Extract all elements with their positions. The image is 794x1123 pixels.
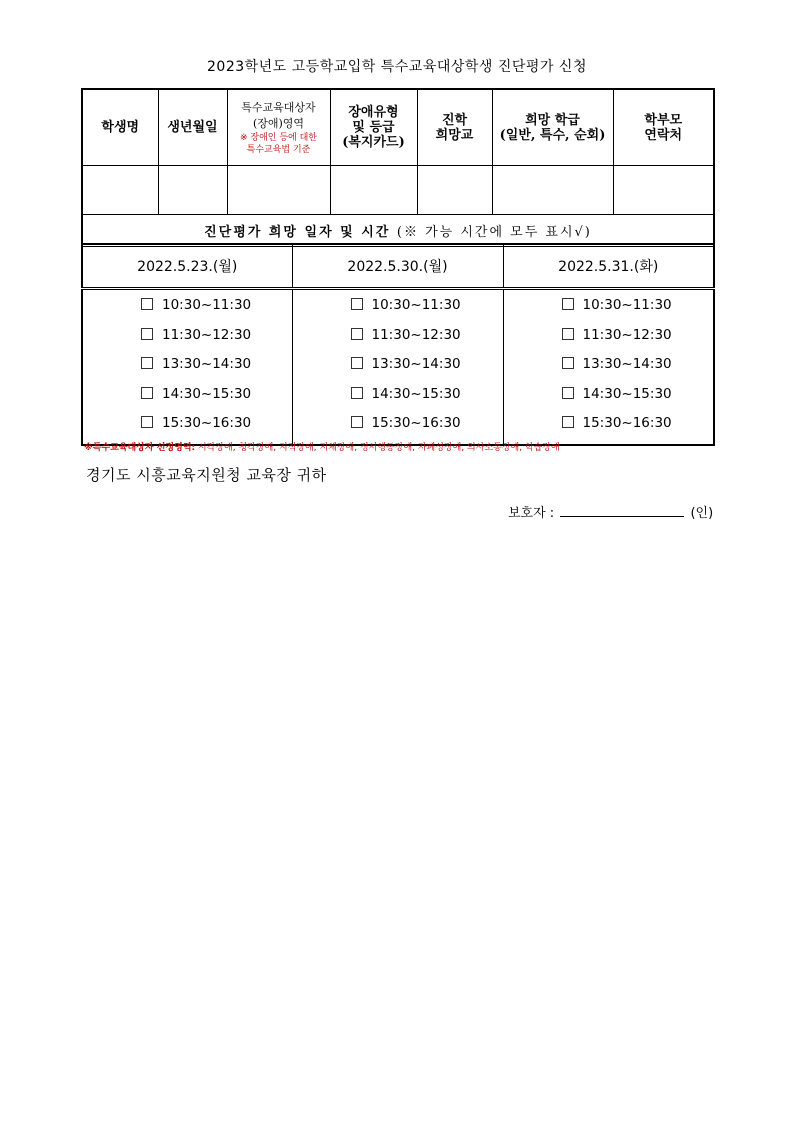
header-school-line1: 진학 <box>441 112 468 128</box>
time-slot[interactable]: 14:30~15:30 <box>83 385 292 415</box>
checkbox-icon[interactable] <box>141 328 153 340</box>
guardian-name-field[interactable] <box>560 504 684 517</box>
header-desired-school <box>417 89 492 166</box>
addressee: 경기도 시흥교육지원청 교육장 귀하 <box>86 466 327 484</box>
date-row <box>82 244 714 289</box>
checkbox-icon[interactable] <box>562 387 574 399</box>
header-student-name: 학생명 <box>82 89 158 166</box>
time-slot[interactable]: 13:30~14:30 <box>293 355 503 385</box>
time-slot[interactable]: 14:30~15:30 <box>293 385 503 415</box>
header-disability-line3: (복지카드) <box>342 135 405 150</box>
birthdate-field[interactable] <box>158 166 227 215</box>
header-parent-contact <box>613 89 714 166</box>
header-disability-line1: 장애유형 <box>348 105 399 120</box>
entry-row <box>82 166 714 215</box>
header-birthdate: 생년월일 <box>158 89 227 166</box>
checkbox-icon[interactable] <box>351 387 363 399</box>
header-disability-type <box>330 89 417 166</box>
slots-row <box>82 289 714 446</box>
disability-type-field[interactable] <box>330 166 417 215</box>
header-contact-line2: 연락처 <box>644 127 683 143</box>
checkbox-icon[interactable] <box>351 328 363 340</box>
application-table <box>81 88 715 247</box>
checkbox-icon[interactable] <box>351 357 363 369</box>
header-area-line1: 특수교육대상자 <box>241 100 316 114</box>
checkbox-icon[interactable] <box>141 298 153 310</box>
checkbox-icon[interactable] <box>141 416 153 428</box>
wish-row <box>82 215 714 247</box>
time-slot[interactable]: 13:30~14:30 <box>504 355 714 385</box>
date-1: 2022.5.23.(월) <box>82 244 292 289</box>
seal-mark: (인) <box>690 506 714 521</box>
guardian-signature <box>508 502 713 521</box>
desired-school-field[interactable] <box>417 166 492 215</box>
time-slot[interactable]: 10:30~11:30 <box>504 296 714 326</box>
wish-header <box>82 215 714 247</box>
checkbox-icon[interactable] <box>351 416 363 428</box>
guardian-label: 보호자 : <box>508 506 555 521</box>
slots-date-2 <box>292 289 503 446</box>
header-school-line2: 희망교 <box>435 127 474 143</box>
date-2: 2022.5.30.(월) <box>292 244 503 289</box>
footnote-text: 시각장애, 청각장애, 지적장애, 지체장애, 정서행동장애, 자폐성장애, 의사소통장애, 학습장애 <box>195 443 560 453</box>
slots-date-3 <box>503 289 714 446</box>
time-slot[interactable]: 10:30~11:30 <box>293 296 503 326</box>
wish-note: (※ 가능 시간에 모두 표시√) <box>396 225 592 240</box>
header-row <box>82 89 714 166</box>
footnote-label: ※특수교육대상자 선정영역: <box>84 443 196 453</box>
schedule-table <box>81 243 715 446</box>
header-area-note2: 특수교육법 기준 <box>246 144 311 155</box>
footnote <box>84 440 560 453</box>
header-contact-line1: 학부모 <box>644 112 683 128</box>
header-area-note1: ※ 장애인 등에 대한 <box>240 132 317 143</box>
time-slot[interactable]: 11:30~12:30 <box>504 326 714 356</box>
header-disability-line2: 및 등급 <box>352 120 395 135</box>
time-slot[interactable]: 11:30~12:30 <box>83 326 292 356</box>
checkbox-icon[interactable] <box>562 416 574 428</box>
date-3: 2022.5.31.(화) <box>503 244 714 289</box>
time-slot[interactable]: 10:30~11:30 <box>83 296 292 326</box>
parent-contact-field[interactable] <box>613 166 714 215</box>
page-title: 2023학년도 고등학교입학 특수교육대상학생 진단평가 신청 <box>207 59 587 75</box>
checkbox-icon[interactable] <box>141 357 153 369</box>
time-slot[interactable]: 15:30~16:30 <box>83 414 292 444</box>
disability-area-field[interactable] <box>227 166 330 215</box>
desired-class-field[interactable] <box>492 166 613 215</box>
time-slot[interactable]: 14:30~15:30 <box>504 385 714 415</box>
checkbox-icon[interactable] <box>351 298 363 310</box>
time-slot[interactable]: 11:30~12:30 <box>293 326 503 356</box>
checkbox-icon[interactable] <box>562 298 574 310</box>
header-area-line2: (장애)영역 <box>252 116 305 130</box>
wish-title: 진단평가 희망 일자 및 시간 <box>204 225 391 240</box>
header-class-line1: 희망 학급 <box>525 112 580 128</box>
checkbox-icon[interactable] <box>141 387 153 399</box>
checkbox-icon[interactable] <box>562 357 574 369</box>
time-slot[interactable]: 15:30~16:30 <box>293 414 503 444</box>
header-desired-class <box>492 89 613 166</box>
student-name-field[interactable] <box>82 166 158 215</box>
header-class-line2: (일반, 특수, 순회) <box>499 127 606 143</box>
checkbox-icon[interactable] <box>562 328 574 340</box>
slots-date-1 <box>82 289 292 446</box>
header-disability-area <box>227 89 330 166</box>
time-slot[interactable]: 15:30~16:30 <box>504 414 714 444</box>
time-slot[interactable]: 13:30~14:30 <box>83 355 292 385</box>
